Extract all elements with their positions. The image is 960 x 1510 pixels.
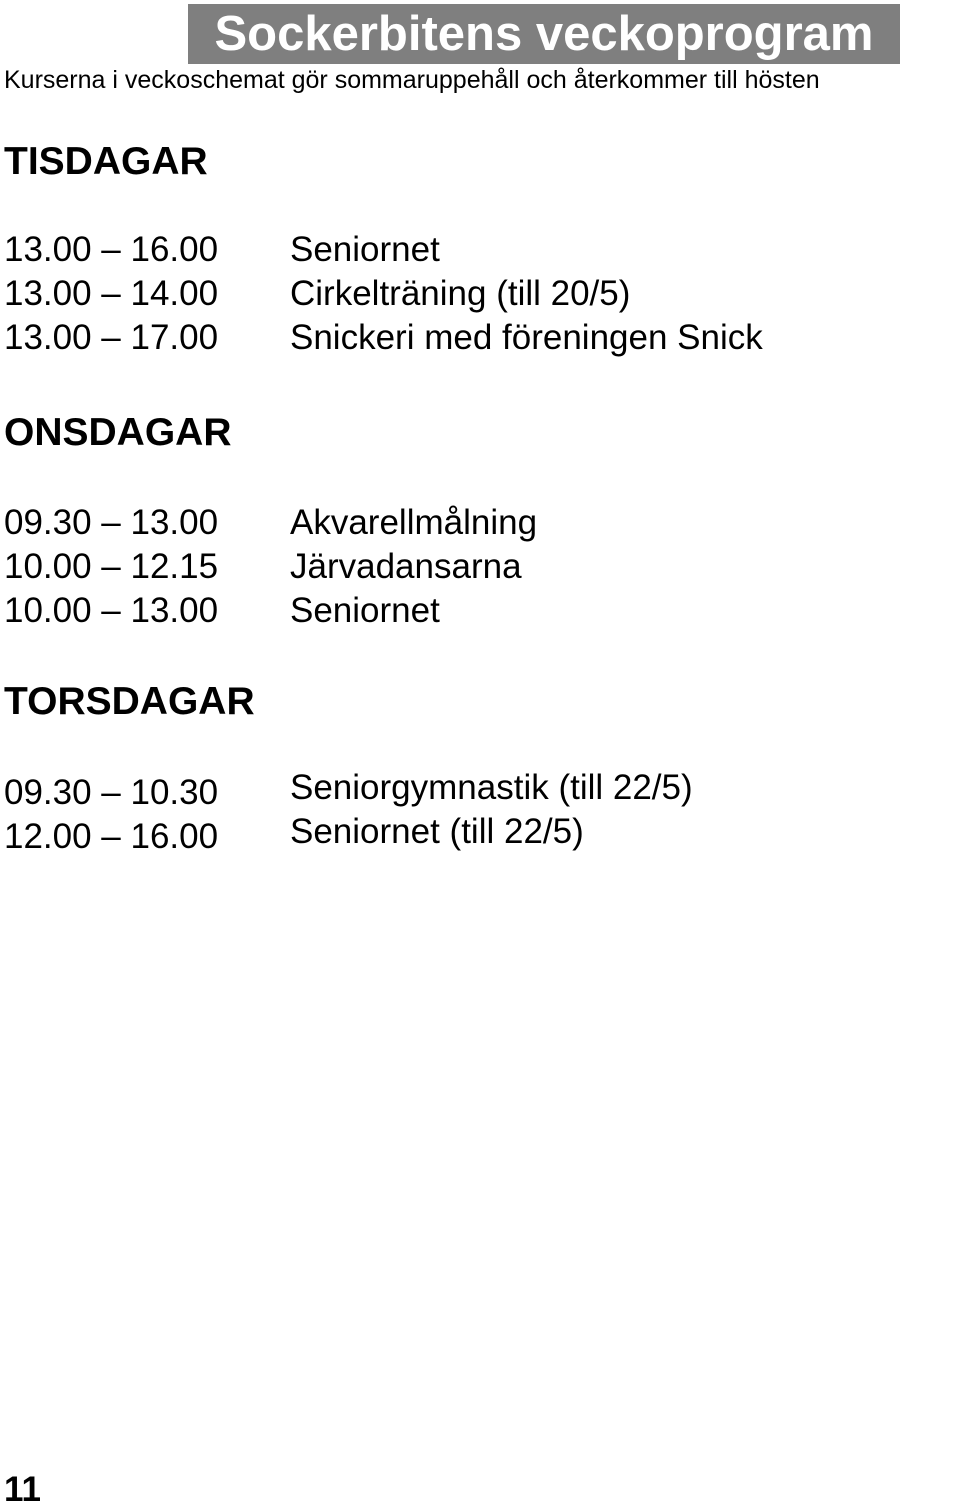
page-number: 11	[4, 1470, 41, 1509]
schedule-row	[4, 591, 904, 635]
time-range: 13.00 – 14.00	[4, 274, 219, 313]
title-banner	[188, 4, 900, 64]
schedule-row	[4, 547, 904, 591]
page-title: Sockerbitens veckoprogram	[214, 7, 874, 61]
day-heading-tuesday: TISDAGAR	[4, 140, 208, 183]
activity-name: Snickeri med föreningen Snick	[290, 318, 763, 357]
activity-name: Seniorgymnastik (till 22/5)	[290, 768, 693, 807]
activity-name: Seniornet	[290, 230, 440, 269]
time-range: 13.00 – 16.00	[4, 230, 219, 269]
day-heading-wednesday: ONSDAGAR	[4, 411, 232, 454]
day-heading-thursday: TORSDAGAR	[4, 680, 255, 723]
activity-name: Seniornet (till 22/5)	[290, 812, 584, 851]
schedule-row	[4, 318, 904, 362]
schedule-row	[4, 503, 904, 547]
schedule-row	[4, 230, 904, 274]
time-range: 10.00 – 12.15	[4, 547, 219, 586]
schedule-row	[4, 814, 904, 858]
schedule-row	[4, 274, 904, 318]
time-range: 12.00 – 16.00	[4, 817, 219, 856]
time-range: 10.00 – 13.00	[4, 591, 219, 630]
activity-name: Cirkelträning (till 20/5)	[290, 274, 631, 313]
activity-name: Seniornet	[290, 591, 440, 630]
activity-name: Akvarellmålning	[290, 503, 538, 542]
activity-name: Järvadansarna	[290, 547, 522, 586]
schedule-row	[4, 770, 904, 814]
time-range: 09.30 – 13.00	[4, 503, 219, 542]
subtitle: Kurserna i veckoschemat gör sommaruppehåll och återkommer till hösten	[4, 66, 820, 94]
time-range: 13.00 – 17.00	[4, 318, 219, 357]
time-range: 09.30 – 10.30	[4, 773, 219, 812]
